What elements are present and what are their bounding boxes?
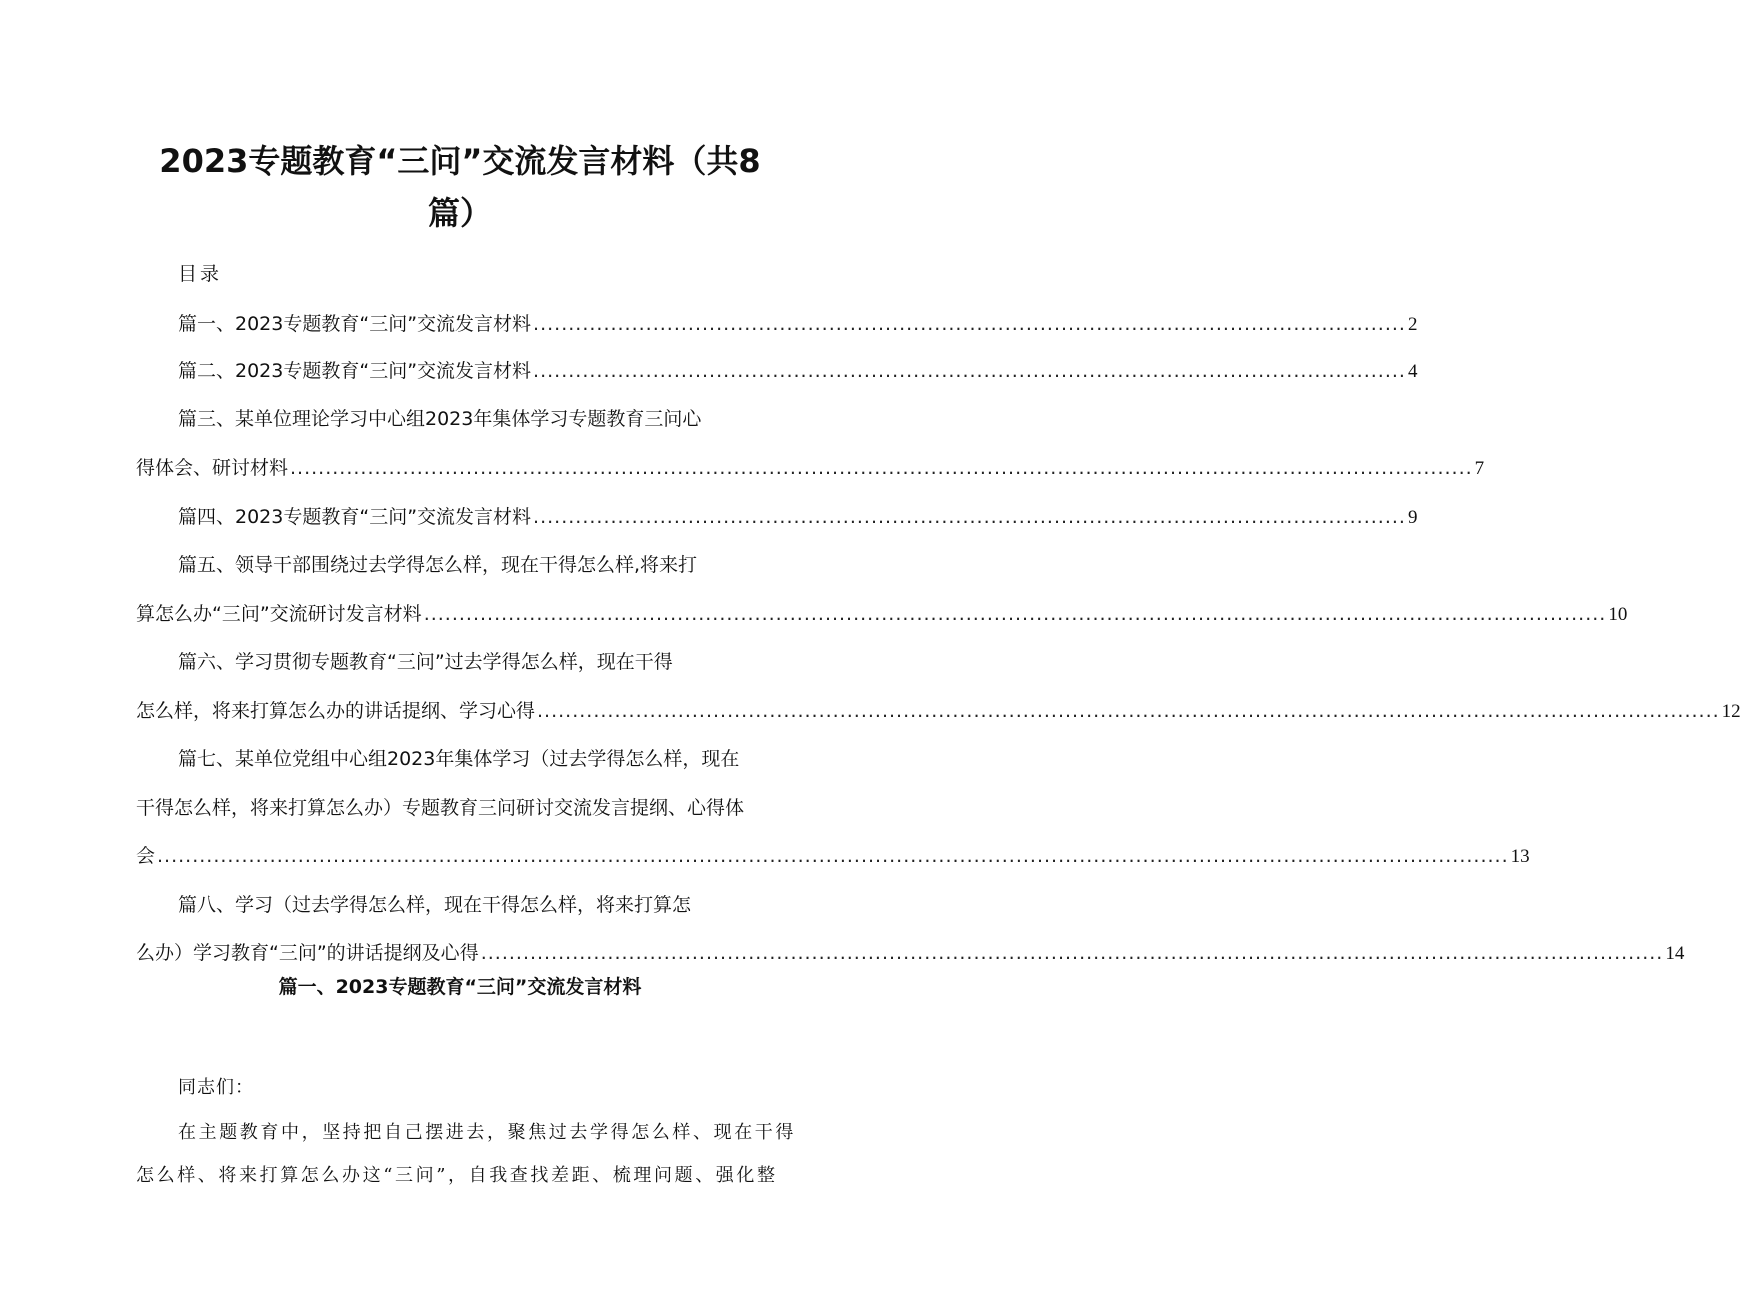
toc-entry-text: 篇二、2023专题教育“三问”交流发言材料 (178, 360, 532, 382)
toc-entry-text: 么办）学习教育“三问”的讲话提纲及心得 (136, 942, 479, 964)
toc-entry-text: 得体会、研讨材料 (136, 457, 289, 479)
toc-entry-2[interactable] (178, 356, 1418, 387)
salutation: 同志们： (178, 1077, 254, 1098)
toc-entry-8-line1[interactable]: 篇八、学习（过去学得怎么样，现在干得怎么样，将来打算怎 (178, 894, 692, 916)
toc-leader-dots: ............................................................................................................................ (533, 313, 1406, 335)
toc-entry-text: 怎么样，将来打算怎么办的讲话提纲、学习心得 (136, 700, 536, 722)
toc-page-number: 7 (1474, 458, 1485, 479)
toc-entry-8[interactable] (136, 938, 1685, 969)
toc-page-number: 10 (1608, 604, 1628, 625)
toc-leader-dots: ............................................................................................................................ (533, 506, 1406, 528)
toc-page-number: 13 (1510, 846, 1530, 867)
section-title: 篇一、2023专题教育“三问”交流发言材料 (278, 976, 642, 998)
toc-entry-text: 会 (136, 845, 156, 867)
toc-leader-dots: ........................................................................................................................................................................ (290, 457, 1473, 479)
toc-page-number: 2 (1407, 314, 1418, 335)
toc-leader-dots: ............................................................................................................................ (533, 360, 1406, 382)
toc-entry-7[interactable] (136, 841, 1530, 872)
toc-leader-dots: ........................................................................................................................................................................ (537, 700, 1720, 722)
toc-page-number: 4 (1407, 361, 1418, 382)
toc-entry-text: 篇一、2023专题教育“三问”交流发言材料 (178, 313, 532, 335)
toc-entry-text: 算怎么办“三问”交流研讨发言材料 (136, 603, 422, 625)
toc-entry-3[interactable] (136, 453, 1485, 484)
toc-entry-5-line1[interactable]: 篇五、领导干部围绕过去学得怎么样，现在干得怎么样,将来打 (178, 554, 698, 576)
toc-heading: 目录 (178, 263, 223, 285)
toc-entry-text: 篇四、2023专题教育“三问”交流发言材料 (178, 506, 532, 528)
toc-entry-4[interactable] (178, 502, 1418, 533)
toc-entry-3-line1[interactable]: 篇三、某单位理论学习中心组2023年集体学习专题教育三问心 (178, 408, 702, 430)
toc-page-number: 9 (1407, 507, 1418, 528)
toc-leader-dots: ................................................................................................................................................................................................ (157, 845, 1509, 867)
document-title-line2: 篇） (427, 194, 492, 232)
toc-entry-7-line1[interactable]: 篇七、某单位党组中心组2023年集体学习（过去学得怎么样，现在 (178, 748, 740, 770)
toc-leader-dots: ........................................................................................................................................................................ (480, 942, 1664, 964)
toc-entry-7-line2[interactable]: 干得怎么样，将来打算怎么办）专题教育三问研讨交流发言提纲、心得体 (136, 797, 745, 819)
toc-page-number: 12 (1721, 701, 1741, 722)
toc-leader-dots: ........................................................................................................................................................................ (423, 603, 1607, 625)
toc-page-number: 14 (1665, 943, 1685, 964)
paragraph-line-1: 在主题教育中，坚持把自己摆进去，聚焦过去学得怎么样、现在干得 (178, 1122, 796, 1143)
paragraph-line-2: 怎么样、将来打算怎么办这“三问”，自我查找差距、梳理问题、强化整 (136, 1165, 778, 1186)
toc-entry-5[interactable] (136, 599, 1628, 630)
document-title-line1: 2023专题教育“三问”交流发言材料（共8 (159, 142, 761, 180)
toc-entry-6-line1[interactable]: 篇六、学习贯彻专题教育“三问”过去学得怎么样，现在干得 (178, 651, 673, 673)
toc-entry-1[interactable] (178, 309, 1418, 340)
toc-entry-6[interactable] (136, 696, 1741, 727)
